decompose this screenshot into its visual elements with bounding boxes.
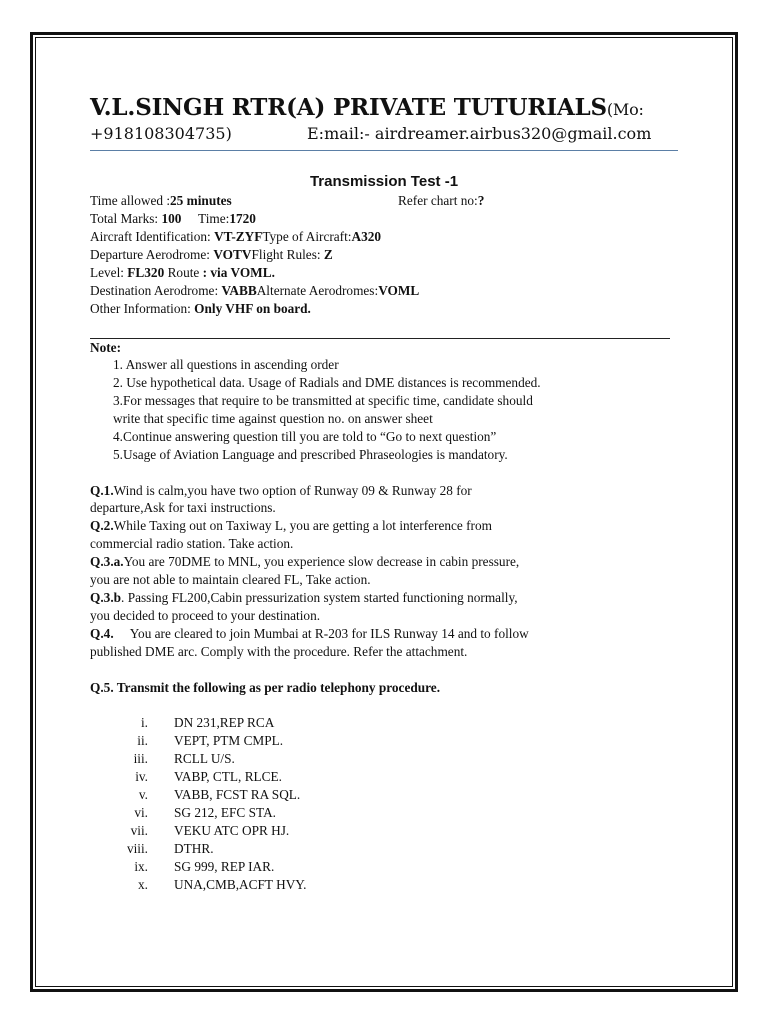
- question-line: [90, 536, 293, 552]
- header-title: [90, 94, 644, 121]
- question-text: published DME arc. Comply with the procedure. Refer the attachment.: [90, 644, 468, 659]
- other-value: Only VHF on board.: [194, 301, 311, 316]
- question-text: commercial radio station. Take action.: [90, 536, 294, 551]
- question-text: You are 70DME to MNL, you experience slow decrease in cabin pressure,: [123, 554, 520, 569]
- note-heading: Note:: [90, 340, 122, 355]
- other-label: Other Information:: [90, 301, 191, 316]
- question-text: . Passing FL200,Cabin pressurization system started functioning normally,: [121, 590, 518, 605]
- info-aircraft: [90, 228, 381, 246]
- chart-label: Refer chart no:: [398, 193, 478, 208]
- note-line: 1. Answer all questions in ascending order: [113, 357, 339, 372]
- list-item-number: iii.: [133, 751, 148, 766]
- question-number: Q.3.a.: [90, 554, 124, 569]
- route-value: : via VOML.: [202, 265, 275, 280]
- header-mo-label: (Mo:: [606, 100, 644, 119]
- question-text: departure,Ask for taxi instructions.: [90, 500, 276, 515]
- aircraft-id-value: VT-ZYF: [214, 229, 263, 244]
- list-item: UNA,CMB,ACFT HVY.: [174, 877, 307, 892]
- note-line: 4.Continue answering question till you are told to “Go to next question”: [113, 429, 497, 444]
- flight-rules-label: Flight Rules:: [251, 247, 321, 262]
- question-number: Q.1.: [90, 483, 114, 498]
- level-label: Level:: [90, 265, 124, 280]
- question-line: [90, 644, 467, 660]
- note-line: 5.Usage of Aviation Language and prescribed Phraseologies is mandatory.: [113, 447, 508, 462]
- departure-value: VOTV: [213, 247, 252, 262]
- aircraft-type-label: Type of Aircraft:: [262, 229, 352, 244]
- aircraft-type-value: A320: [351, 229, 382, 244]
- list-item: SG 212, EFC STA.: [174, 805, 277, 820]
- question-text: Wind is calm,you have two option of Runway 09 & Runway 28 for: [113, 483, 472, 498]
- time-value: 1720: [229, 211, 256, 226]
- list-item-number: v.: [138, 787, 148, 802]
- section-divider: [90, 338, 670, 339]
- question-line: [90, 500, 276, 516]
- question-line: [90, 518, 492, 534]
- alternate-value: VOML: [378, 283, 420, 298]
- header-title-text: V.L.SINGH RTR(A) PRIVATE TUTURIALS: [90, 94, 607, 121]
- question-number: Q.4.: [90, 626, 114, 641]
- route-label: Route: [167, 265, 200, 280]
- question-line: [90, 590, 518, 606]
- list-item: VABP, CTL, RLCE.: [174, 769, 282, 784]
- departure-label: Departure Aerodrome:: [90, 247, 210, 262]
- question-text: you are not able to maintain cleared FL, Take action.: [90, 572, 371, 587]
- question-number: Q.2.: [90, 518, 114, 533]
- time-label: Time:: [198, 211, 230, 226]
- note-line: 3.For messages that require to be transmitted at specific time, candidate should: [113, 393, 533, 408]
- question-text: You are cleared to join Mumbai at R-203 for ILS Runway 14 and to follow: [113, 626, 529, 641]
- info-chart: [398, 192, 484, 210]
- list-item: DTHR.: [174, 841, 214, 856]
- aircraft-id-label: Aircraft Identification:: [90, 229, 211, 244]
- time-allowed-value: 25 minutes: [170, 193, 232, 208]
- info-other: [90, 300, 311, 318]
- total-marks-value: 100: [161, 211, 182, 226]
- level-value: FL320: [127, 265, 165, 280]
- question-line: [90, 608, 320, 624]
- header-contact-line: [90, 124, 652, 143]
- question-text: While Taxing out on Taxiway L, you are getting a lot interference from: [113, 518, 492, 533]
- question-line: [90, 626, 529, 642]
- flight-rules-value: Z: [323, 247, 333, 262]
- list-item-number: vii.: [130, 823, 148, 838]
- list-item-number: ix.: [134, 859, 148, 874]
- info-destination: [90, 282, 419, 300]
- chart-value: ?: [477, 193, 485, 208]
- info-total-marks: [90, 210, 256, 228]
- list-item: RCLL U/S.: [174, 751, 235, 766]
- list-item-number: x.: [138, 877, 148, 892]
- question-text: you decided to proceed to your destination.: [90, 608, 321, 623]
- list-item: SG 999, REP IAR.: [174, 859, 275, 874]
- list-item-number: i.: [140, 715, 148, 730]
- time-allowed-label: Time allowed :: [90, 193, 171, 208]
- question-line: [90, 483, 472, 499]
- list-item-number: viii.: [126, 841, 148, 856]
- question-number: Q.3.b: [90, 590, 122, 605]
- list-item-number: iv.: [135, 769, 148, 784]
- info-departure: [90, 246, 333, 264]
- list-item: VABB, FCST RA SQL.: [174, 787, 301, 802]
- total-marks-label: Total Marks:: [90, 211, 159, 226]
- info-time-allowed: [90, 192, 232, 210]
- destination-value: VABB: [221, 283, 257, 298]
- question-line: [90, 572, 371, 588]
- note-line: 2. Use hypothetical data. Usage of Radials and DME distances is recommended.: [113, 375, 541, 390]
- test-title: Transmission Test -1: [309, 173, 459, 190]
- header-divider: [90, 150, 678, 151]
- list-item-number: ii.: [137, 733, 148, 748]
- list-item: DN 231,REP RCA: [174, 715, 275, 730]
- list-item-number: vi.: [134, 805, 148, 820]
- list-item: VEKU ATC OPR HJ.: [174, 823, 290, 838]
- note-line: write that specific time against question no. on answer sheet: [113, 411, 433, 426]
- info-level: [90, 264, 275, 282]
- alternate-label: Alternate Aerodromes:: [256, 283, 379, 298]
- list-item: VEPT, PTM CMPL.: [174, 733, 284, 748]
- destination-label: Destination Aerodrome:: [90, 283, 219, 298]
- header-phone: +918108304735): [90, 124, 232, 143]
- header-email: E:mail:- airdreamer.airbus320@gmail.com: [307, 124, 652, 143]
- question-line: [90, 554, 519, 570]
- q5-heading: Q.5. Transmit the following as per radio telephony procedure.: [90, 680, 441, 695]
